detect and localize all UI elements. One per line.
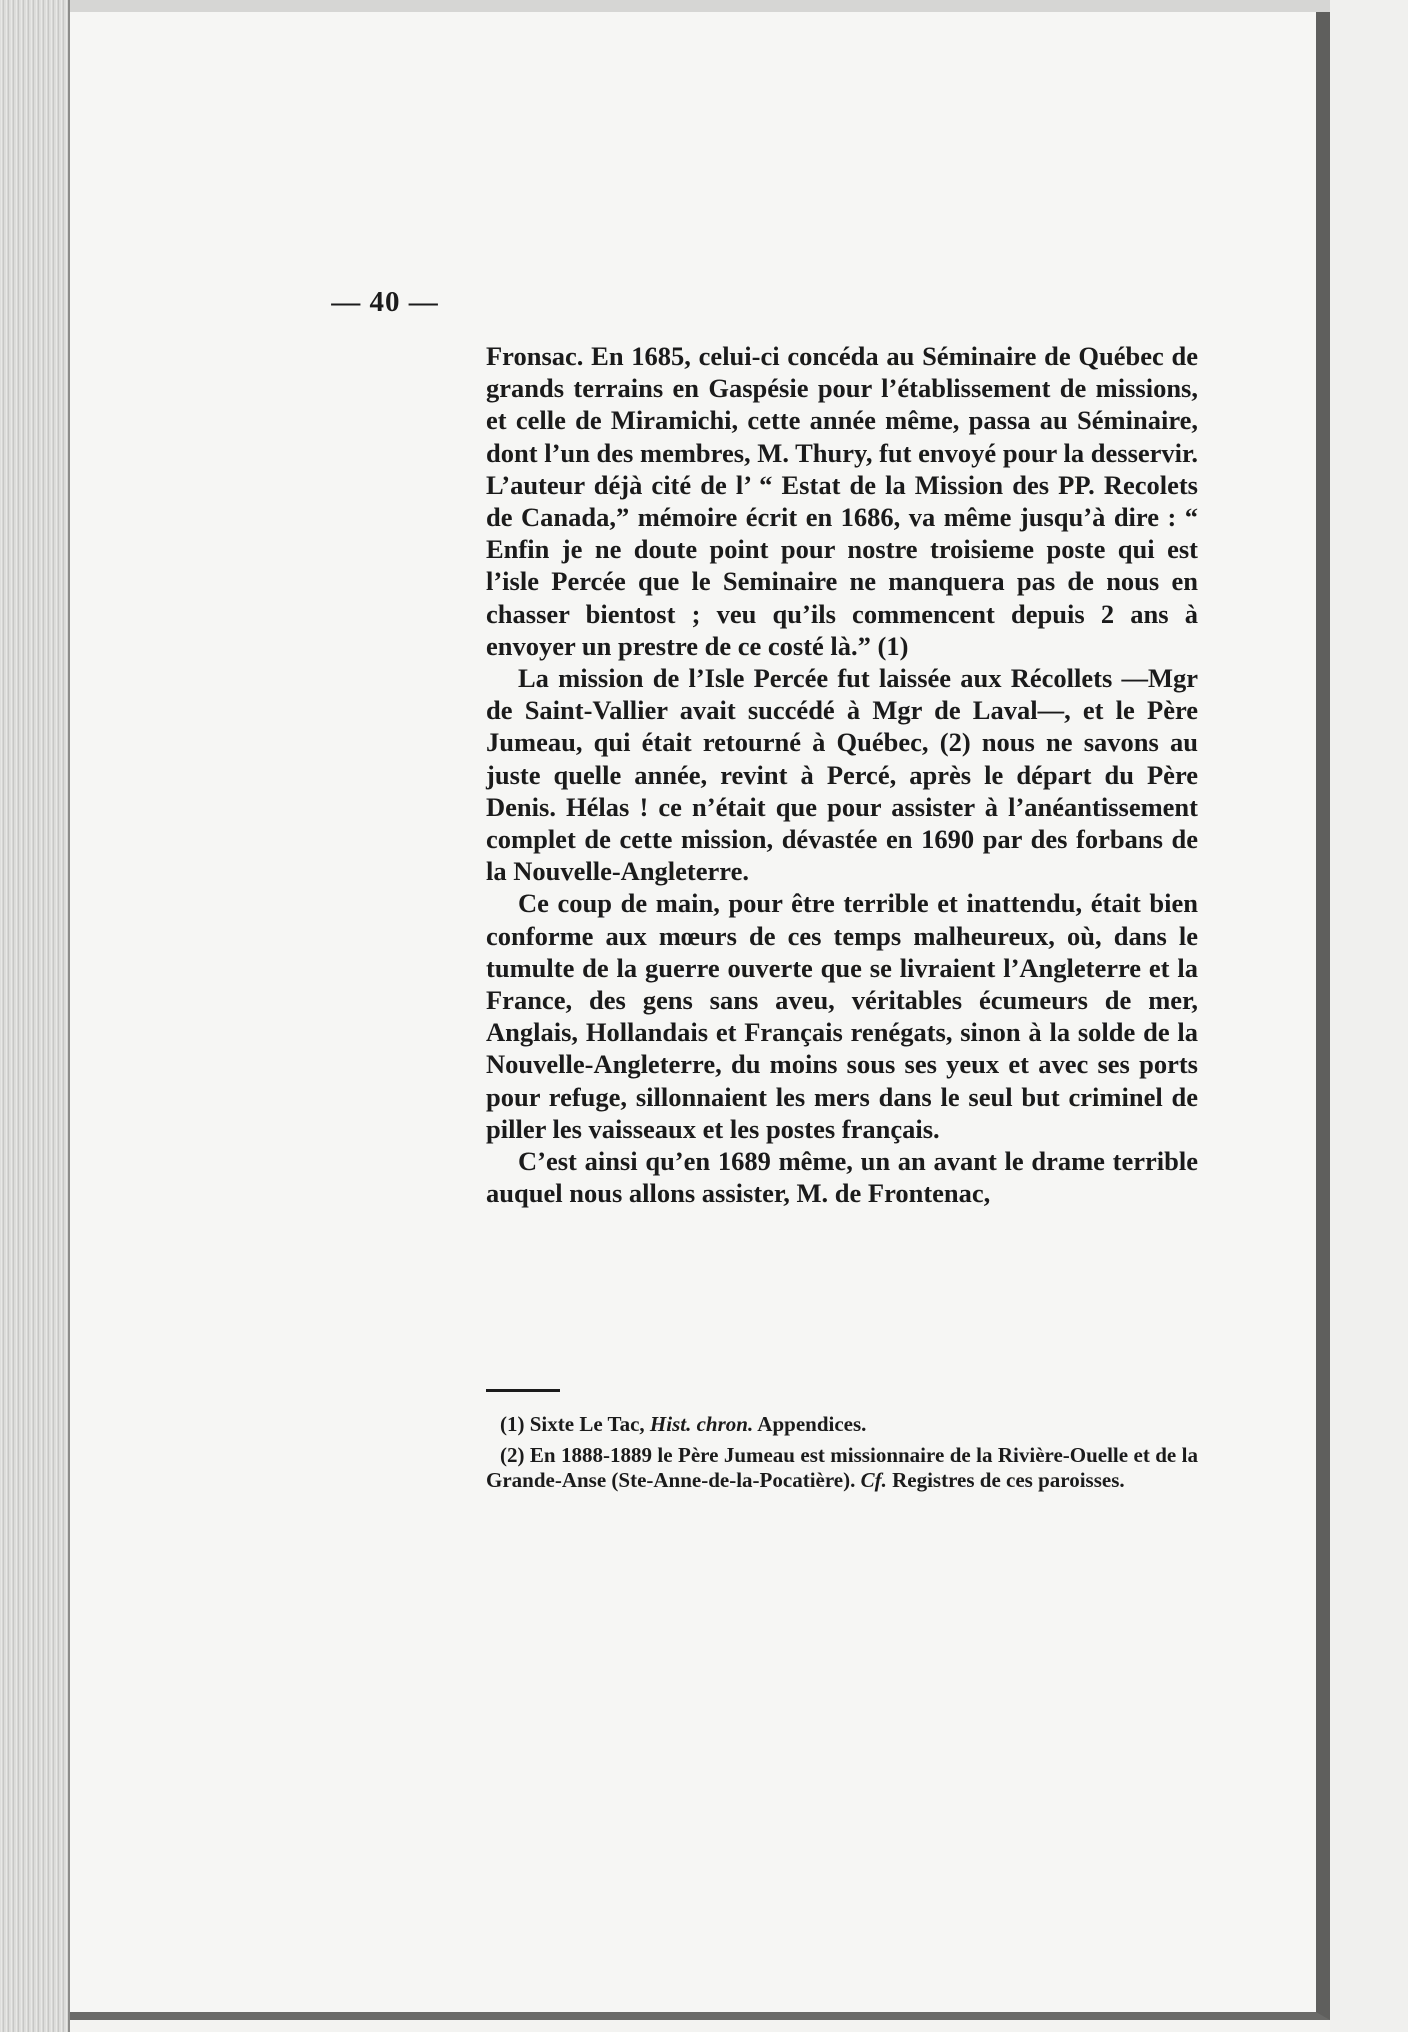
paragraph-4: C’est ainsi qu’en 1689 même, un an avant le drame terrible auquel nous allons assister, M. de Frontenac, (486, 1146, 1198, 1209)
footnote-2-suffix: Registres de ces paroisses. (886, 1468, 1125, 1492)
paragraph-2: La mission de l’Isle Percée fut laissée aux Récollets —Mgr de Saint-Vallier avait succédé à Mgr de Laval—, et le Père Jumeau, qui était retourné à Québec, (2) nous ne savons au juste quelle année, revint à Percé, après le départ du Père Denis. Hélas ! ce n’était que pour assister à l’anéantissement complet de cette mission, dévastée en 1690 par des forbans de la Nouvelle-Angleterre. (486, 663, 1198, 887)
page-number-text: — 40 — (331, 286, 439, 318)
footnote-1-text: (1) Sixte Le Tac, (500, 1412, 650, 1436)
paragraph-1: Fronsac. En 1685, celui-ci concéda au Séminaire de Québec de grands terrains en Gaspésie pour l’établissement de missions, et celle de Miramichi, cette année même, passa au Séminaire, dont l’un des membres, M. Thury, fut envoyé pour la desservir. L’auteur déjà cité de l’ “ Estat de la Mission des PP. Recolets de Canada,” mémoire écrit en 1686, va même jusqu’à dire : “ Enfin je ne doute point pour nostre troisieme poste qui est l’isle Percée que le Seminaire ne manquera pas de nous en chasser bientost ; veu qu’ils commencent depuis 2 ans à envoyer un prestre de ce costé là.” (1) (486, 341, 1198, 661)
body-text (486, 340, 1198, 1209)
page-number (0, 286, 1408, 319)
footnote-separator (486, 1389, 560, 1392)
footnote-1 (486, 1412, 1198, 1438)
footnote-2 (486, 1443, 1198, 1494)
paragraph-3: Ce coup de main, pour être terrible et inattendu, était bien conforme aux mœurs de ces temps malheureux, où, dans le tumulte de la guerre ouverte que se livraient l’Angleterre et la France, des gens sans aveu, véritables écumeurs de mer, Anglais, Hollandais et Français renégats, sinon à la solde de la Nouvelle-Angleterre, du moins sous ses yeux et avec ses ports pour refuge, sillonnaient les mers dans le seul but criminel de piller les vaisseaux et les postes français. (486, 888, 1198, 1144)
footnote-2-text: (2) En 1888-1889 le Père Jumeau est missionnaire de la Rivière-Ouelle et de la Grande-Anse (Ste-Anne-de-la-Pocatière). (486, 1442, 1198, 1492)
footnote-1-title: Hist. chron. (649, 1412, 754, 1436)
footnotes (486, 1412, 1198, 1499)
footnote-1-suffix: Appendices. (753, 1412, 867, 1436)
footnote-2-cf: Cf. (860, 1468, 887, 1492)
